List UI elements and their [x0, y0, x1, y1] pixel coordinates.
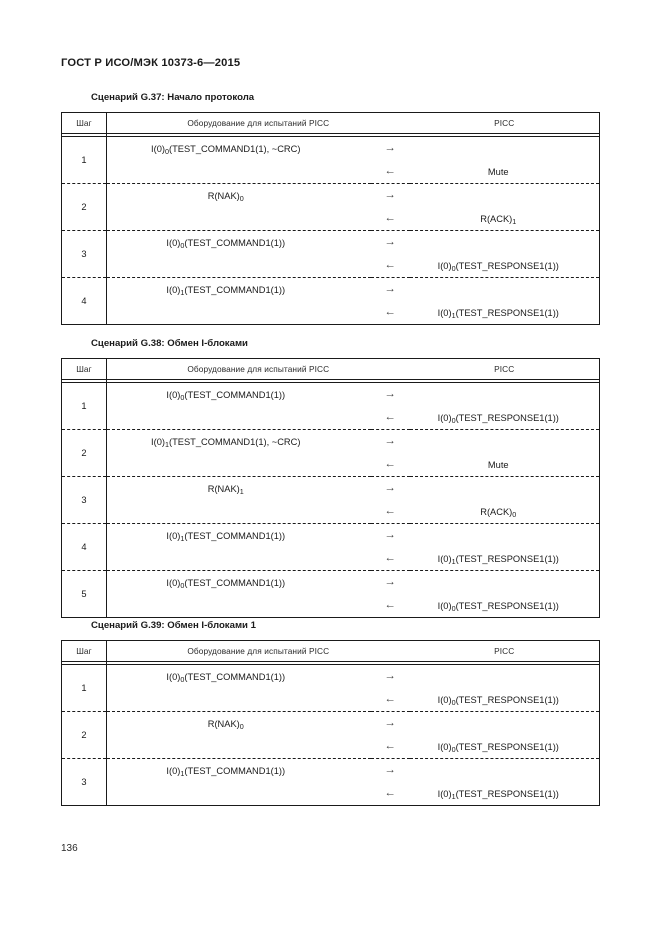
- scenario-table: [61, 358, 600, 618]
- table-row: [62, 665, 600, 689]
- equipment-message-subscript: 0: [180, 393, 185, 403]
- picc-message-cell-empty: [410, 477, 600, 501]
- equipment-message: [151, 143, 301, 157]
- table-row: [62, 759, 600, 783]
- table-body: [62, 137, 600, 325]
- picc-message-base: R(ACK): [480, 506, 513, 517]
- direction-arrow-in: ←: [384, 504, 396, 517]
- table-row: [62, 453, 600, 477]
- equipment-message-tail: (TEST_COMMAND1(1)): [184, 765, 286, 776]
- scenario-block: [61, 620, 599, 806]
- table-row: [62, 571, 600, 595]
- picc-message: [480, 506, 517, 520]
- picc-message-cell: [410, 301, 600, 325]
- equipment-message-cell: [107, 430, 371, 454]
- equipment-message: [166, 765, 286, 779]
- picc-message-cell: [410, 207, 600, 231]
- equipment-message-base: I(0): [151, 436, 165, 447]
- direction-arrow-in: ←: [384, 551, 396, 564]
- direction-arrow-in: ←: [384, 410, 396, 423]
- column-header-equipment: Оборудование для испытаний PICC: [107, 113, 410, 134]
- equipment-message-tail: (TEST_COMMAND1(1)): [184, 671, 286, 682]
- step-number: 1: [62, 383, 107, 430]
- picc-message-base: Mute: [487, 459, 509, 470]
- direction-arrow-out: →: [371, 477, 410, 501]
- equipment-message-cell-empty: [107, 782, 371, 806]
- picc-message-cell-empty: [410, 712, 600, 736]
- equipment-message-cell-empty: [107, 301, 371, 325]
- equipment-message-tail: (TEST_COMMAND1(1)): [184, 284, 286, 295]
- step-number: 2: [62, 184, 107, 231]
- equipment-message: [166, 530, 286, 544]
- direction-arrow-out: →: [371, 278, 410, 302]
- step-number: 5: [62, 571, 107, 618]
- equipment-message-tail: (TEST_COMMAND1(1)): [184, 237, 286, 248]
- table-row: [62, 477, 600, 501]
- picc-message-subscript: 0: [451, 264, 456, 274]
- equipment-message-subscript: 1: [180, 288, 185, 298]
- equipment-message-subscript: 1: [164, 440, 169, 450]
- direction-arrow-in: ←: [384, 305, 396, 318]
- equipment-message-cell: [107, 712, 371, 736]
- column-header-equipment: Оборудование для испытаний PICC: [107, 641, 410, 662]
- document-standard-header: ГОСТ Р ИСО/МЭК 10373-6—2015: [61, 57, 241, 69]
- table-row: [62, 524, 600, 548]
- equipment-message-cell: [107, 524, 371, 548]
- picc-message-subscript: 0: [451, 416, 456, 426]
- table-row: [62, 278, 600, 302]
- equipment-message-tail: (TEST_COMMAND1(1)): [184, 530, 286, 541]
- equipment-message-cell-empty: [107, 254, 371, 278]
- equipment-message-subscript: 1: [180, 769, 185, 779]
- equipment-message-base: I(0): [166, 530, 181, 541]
- table-row: [62, 231, 600, 255]
- scenario-block: [61, 338, 599, 618]
- step-number: 2: [62, 712, 107, 759]
- picc-message-tail: (TEST_RESPONSE1(1)): [455, 788, 559, 799]
- equipment-message-base: I(0): [166, 671, 181, 682]
- equipment-message-subscript: 0: [180, 241, 185, 251]
- equipment-message-cell-empty: [107, 453, 371, 477]
- picc-message: [480, 213, 517, 227]
- equipment-message-cell: [107, 571, 371, 595]
- picc-message: [437, 260, 559, 274]
- picc-message-tail: (TEST_RESPONSE1(1)): [455, 553, 559, 564]
- equipment-message: [166, 671, 286, 685]
- equipment-message-base: R(NAK): [207, 483, 240, 494]
- direction-arrow-out: →: [371, 571, 410, 595]
- table-header: [62, 359, 600, 383]
- table-row: [62, 430, 600, 454]
- column-header-picc: PICC: [410, 113, 600, 134]
- picc-message-cell-empty: [410, 137, 600, 161]
- column-header-step: Шаг: [62, 359, 107, 380]
- direction-arrow-out: →: [371, 184, 410, 208]
- direction-arrow-out: →: [371, 231, 410, 255]
- table-header: [62, 641, 600, 665]
- equipment-message-cell: [107, 184, 371, 208]
- equipment-message-cell-empty: [107, 160, 371, 184]
- picc-message-cell-empty: [410, 759, 600, 783]
- picc-message-tail: (TEST_RESPONSE1(1)): [455, 741, 559, 752]
- picc-message-cell: [410, 453, 600, 477]
- direction-arrow-in: ←: [384, 786, 396, 799]
- table-row: [62, 137, 600, 161]
- equipment-message-cell: [107, 759, 371, 783]
- picc-message-cell: [410, 254, 600, 278]
- step-number: 3: [62, 759, 107, 806]
- table-row: [62, 184, 600, 208]
- scenario-block: [61, 92, 599, 325]
- step-number: 1: [62, 665, 107, 712]
- table-row: [62, 688, 600, 712]
- direction-arrow-in: ←: [384, 211, 396, 224]
- table-body: [62, 383, 600, 618]
- scenario-table: [61, 112, 600, 325]
- picc-message-tail: (TEST_RESPONSE1(1)): [455, 412, 559, 423]
- equipment-message: [207, 718, 244, 732]
- picc-message-base: I(0): [437, 553, 452, 564]
- picc-message-cell: [410, 160, 600, 184]
- picc-message-base: I(0): [437, 694, 452, 705]
- equipment-message-cell-empty: [107, 735, 371, 759]
- direction-arrow-out: →: [371, 524, 410, 548]
- table-row: [62, 594, 600, 618]
- picc-message: [488, 460, 509, 470]
- equipment-message-cell: [107, 278, 371, 302]
- picc-message-base: I(0): [437, 412, 452, 423]
- picc-message-cell: [410, 547, 600, 571]
- table-row: [62, 547, 600, 571]
- equipment-message-subscript: 0: [239, 194, 244, 204]
- equipment-message-cell-empty: [107, 207, 371, 231]
- table-row: [62, 160, 600, 184]
- picc-message: [437, 412, 559, 426]
- picc-message-cell: [410, 500, 600, 524]
- picc-message-cell-empty: [410, 184, 600, 208]
- picc-message-subscript: 1: [451, 311, 456, 321]
- step-number: 4: [62, 278, 107, 325]
- picc-message: [437, 788, 559, 802]
- picc-message-subscript: 1: [512, 217, 517, 227]
- column-header-step: Шаг: [62, 641, 107, 662]
- direction-arrow-out: →: [384, 669, 396, 682]
- picc-message-cell-empty: [410, 665, 600, 689]
- picc-message-base: Mute: [487, 166, 509, 177]
- picc-message-base: I(0): [437, 260, 452, 271]
- equipment-message-cell: [107, 477, 371, 501]
- picc-message-subscript: 1: [451, 792, 456, 802]
- equipment-message-base: I(0): [166, 284, 181, 295]
- picc-message-base: I(0): [437, 600, 452, 611]
- picc-message-cell: [410, 406, 600, 430]
- direction-arrow-in: ←: [384, 692, 396, 705]
- equipment-message-tail: (TEST_COMMAND1(1)): [184, 389, 286, 400]
- equipment-message: [207, 190, 244, 204]
- step-number: 2: [62, 430, 107, 477]
- column-header-picc: PICC: [410, 359, 600, 380]
- picc-message-subscript: 1: [451, 557, 456, 567]
- picc-message: [437, 600, 559, 614]
- equipment-message-cell-empty: [107, 594, 371, 618]
- picc-message-cell: [410, 782, 600, 806]
- equipment-message-subscript: 0: [164, 147, 169, 157]
- column-header-picc: PICC: [410, 641, 600, 662]
- direction-arrow-out: →: [384, 141, 396, 154]
- equipment-message-subscript: 1: [180, 534, 185, 544]
- picc-message-tail: (TEST_RESPONSE1(1)): [455, 600, 559, 611]
- picc-message-base: I(0): [437, 307, 452, 318]
- equipment-message: [166, 577, 286, 591]
- picc-message-tail: (TEST_RESPONSE1(1)): [455, 694, 559, 705]
- equipment-message-cell: [107, 665, 371, 689]
- equipment-message: [166, 389, 286, 403]
- equipment-message-cell: [107, 137, 371, 161]
- picc-message-cell-empty: [410, 524, 600, 548]
- table-row: [62, 254, 600, 278]
- picc-message-cell-empty: [410, 430, 600, 454]
- direction-arrow-in: ←: [384, 598, 396, 611]
- picc-message-cell-empty: [410, 231, 600, 255]
- step-number: 3: [62, 231, 107, 278]
- equipment-message-cell: [107, 231, 371, 255]
- page-number: 136: [61, 843, 78, 854]
- picc-message-tail: (TEST_RESPONSE1(1)): [455, 260, 559, 271]
- direction-arrow-out: →: [371, 712, 410, 736]
- picc-message-cell-empty: [410, 278, 600, 302]
- table-row: [62, 735, 600, 759]
- picc-message-cell: [410, 735, 600, 759]
- picc-message-tail: (TEST_RESPONSE1(1)): [455, 307, 559, 318]
- picc-message-base: R(ACK): [480, 213, 513, 224]
- step-number: 3: [62, 477, 107, 524]
- column-header-step: Шаг: [62, 113, 107, 134]
- equipment-message-cell-empty: [107, 547, 371, 571]
- equipment-message-subscript: 0: [239, 722, 244, 732]
- table-header: [62, 113, 600, 137]
- equipment-message-subscript: 0: [180, 675, 185, 685]
- equipment-message-base: I(0): [166, 577, 181, 588]
- equipment-message: [166, 284, 286, 298]
- table-row: [62, 782, 600, 806]
- picc-message-cell: [410, 594, 600, 618]
- direction-arrow-out: →: [371, 759, 410, 783]
- picc-message-subscript: 0: [512, 510, 517, 520]
- picc-message-cell-empty: [410, 571, 600, 595]
- picc-message-subscript: 0: [451, 604, 456, 614]
- equipment-message-cell-empty: [107, 688, 371, 712]
- picc-message-subscript: 0: [451, 745, 456, 755]
- picc-message: [437, 553, 559, 567]
- scenario-table: [61, 640, 600, 806]
- equipment-message-tail: (TEST_COMMAND1(1)): [184, 577, 286, 588]
- picc-message: [437, 741, 559, 755]
- equipment-message-tail: (TEST_COMMAND1(1), ~CRC): [168, 436, 301, 447]
- direction-arrow-in: ←: [384, 457, 396, 470]
- equipment-message-cell: [107, 383, 371, 407]
- picc-message-base: I(0): [437, 741, 452, 752]
- equipment-message-base: R(NAK): [207, 718, 240, 729]
- direction-arrow-in: ←: [384, 739, 396, 752]
- scenario-caption: Сценарий G.39: Обмен I-блоками 1: [91, 620, 256, 631]
- step-number: 4: [62, 524, 107, 571]
- equipment-message-tail: (TEST_COMMAND1(1), ~CRC): [168, 143, 301, 154]
- table-row: [62, 383, 600, 407]
- table-row: [62, 500, 600, 524]
- direction-arrow-in: ←: [384, 258, 396, 271]
- picc-message: [437, 694, 559, 708]
- picc-message-base: I(0): [437, 788, 452, 799]
- equipment-message-cell-empty: [107, 500, 371, 524]
- scenario-caption: Сценарий G.38: Обмен I-блоками: [91, 338, 248, 349]
- table-body: [62, 665, 600, 806]
- equipment-message: [166, 237, 286, 251]
- table-row: [62, 712, 600, 736]
- equipment-message-base: I(0): [151, 143, 165, 154]
- equipment-message-base: I(0): [166, 237, 181, 248]
- step-number: 1: [62, 137, 107, 184]
- picc-message: [437, 307, 559, 321]
- table-row: [62, 406, 600, 430]
- equipment-message-subscript: 0: [180, 581, 185, 591]
- picc-message: [488, 167, 509, 177]
- direction-arrow-out: →: [384, 387, 396, 400]
- equipment-message: [207, 483, 244, 497]
- equipment-message-base: I(0): [166, 389, 181, 400]
- equipment-message-base: R(NAK): [207, 190, 240, 201]
- picc-message-cell: [410, 688, 600, 712]
- equipment-message-base: I(0): [166, 765, 181, 776]
- picc-message-cell-empty: [410, 383, 600, 407]
- column-header-equipment: Оборудование для испытаний PICC: [107, 359, 410, 380]
- picc-message-subscript: 0: [451, 698, 456, 708]
- equipment-message: [151, 436, 301, 450]
- scenario-caption: Сценарий G.37: Начало протокола: [91, 92, 255, 103]
- direction-arrow-out: →: [371, 430, 410, 454]
- table-row: [62, 301, 600, 325]
- equipment-message-subscript: 1: [239, 487, 244, 497]
- table-row: [62, 207, 600, 231]
- equipment-message-cell-empty: [107, 406, 371, 430]
- direction-arrow-in: ←: [384, 164, 396, 177]
